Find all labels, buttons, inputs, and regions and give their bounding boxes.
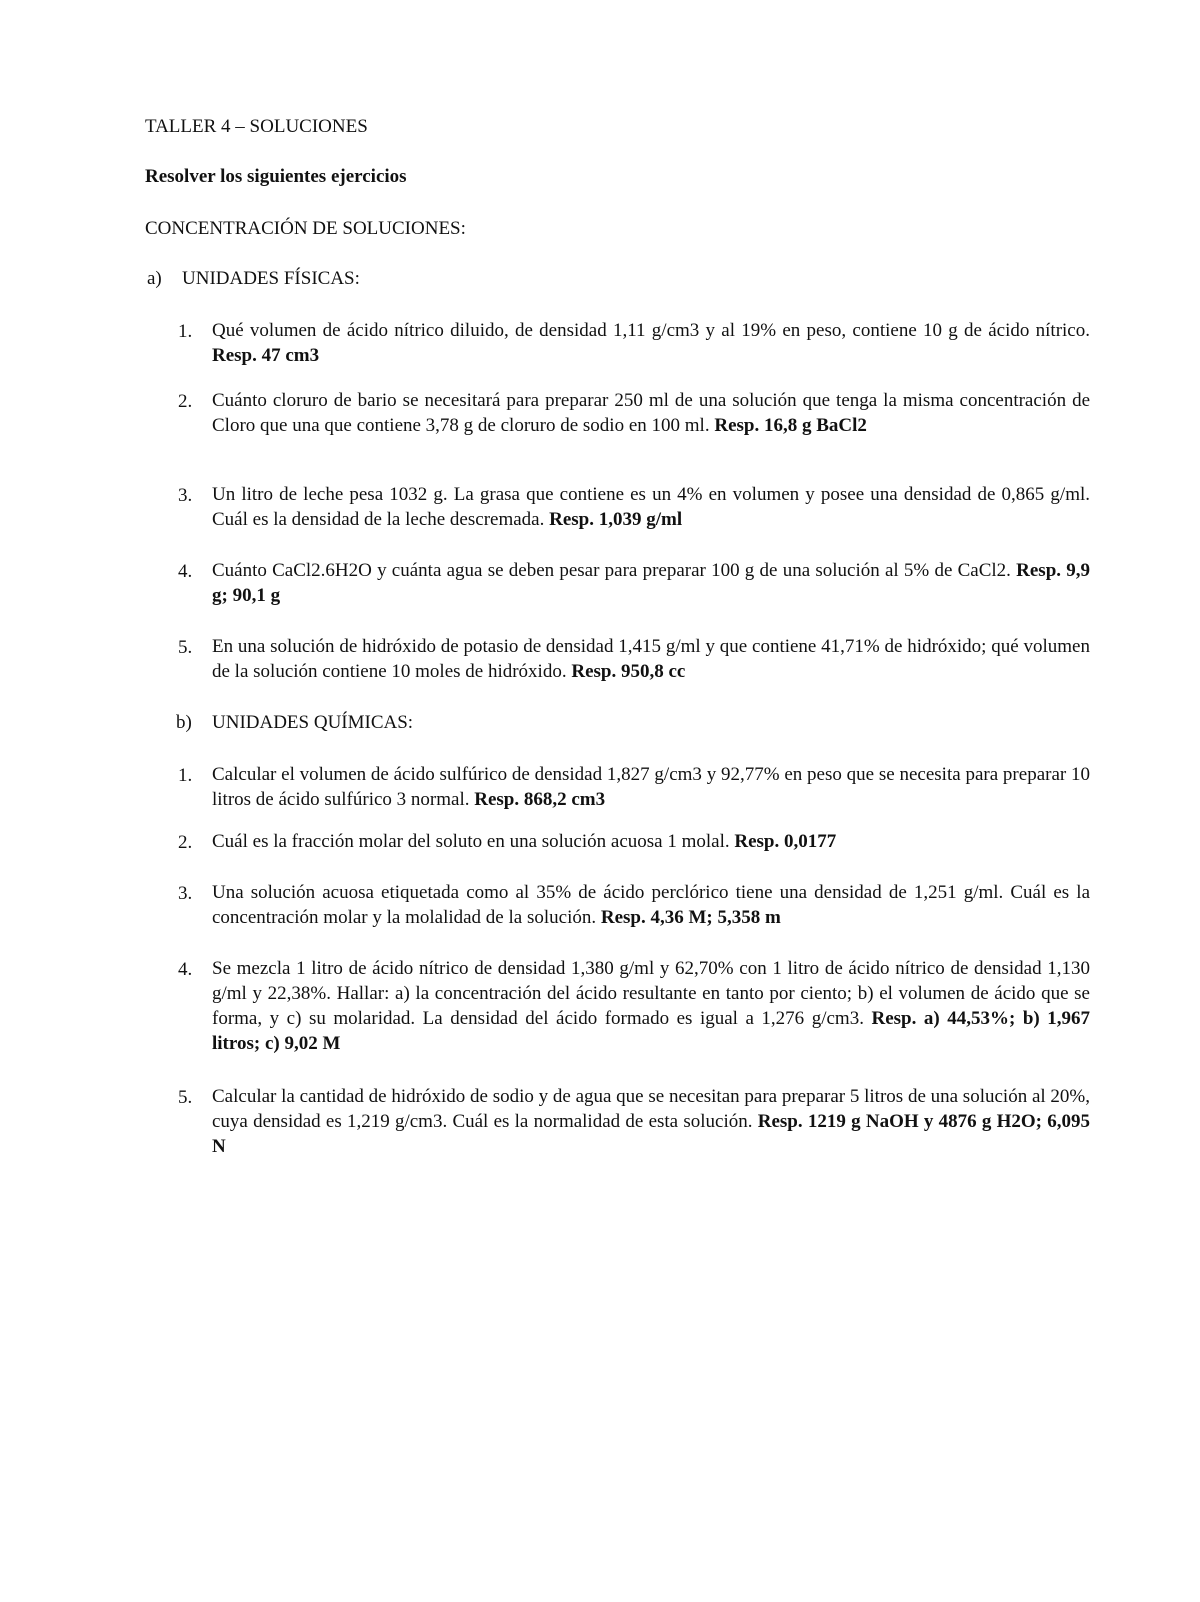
exercise-text	[212, 956, 1090, 1056]
item-number: 2.	[178, 391, 193, 412]
exercise-text	[212, 318, 1090, 368]
exercise-text	[212, 880, 1090, 930]
section-b-heading: UNIDADES QUÍMICAS:	[212, 712, 414, 733]
exercise-statement: Calcular la cantidad de hidróxido de sodio y de agua que se necesitan para preparar 5 litros de una solución al 20%, cuya densidad es 1,219 g/cm3. Cuál es la normalidad de esta solución.	[212, 1086, 1090, 1132]
section-heading: CONCENTRACIÓN DE SOLUCIONES:	[145, 218, 466, 239]
item-number: 5.	[178, 1087, 193, 1108]
exercise-statement: Un litro de leche pesa 1032 g. La grasa que contiene es un 4% en volumen y posee una densidad de 0,865 g/ml. Cuál es la densidad de la leche descremada.	[212, 484, 1090, 530]
exercise-text	[212, 829, 1090, 854]
exercise-statement: Cuánto CaCl2.6H2O y cuánta agua se deben pesar para preparar 100 g de una solución al 5% de CaCl2.	[212, 560, 1017, 581]
item-number: 4.	[178, 561, 193, 582]
exercise-text	[212, 634, 1090, 684]
exercise-text	[212, 482, 1090, 532]
exercise-answer: Resp. a) 44,53%; b) 1,967 litros; c) 9,02 M	[212, 1008, 1091, 1054]
section-b-marker: b)	[176, 712, 192, 733]
exercise-text	[212, 762, 1090, 812]
exercise-answer: Resp. 47 cm3	[212, 345, 320, 366]
exercise-answer: Resp. 868,2 cm3	[474, 789, 606, 810]
exercise-statement: Qué volumen de ácido nítrico diluido, de densidad 1,11 g/cm3 y al 19% en peso, contiene 10 g de ácido nítrico.	[212, 320, 1090, 341]
exercise-statement: Una solución acuosa etiquetada como al 35% de ácido perclórico tiene una densidad de 1,251 g/ml. Cuál es la concentración molar y la molalidad de la solución.	[212, 882, 1090, 928]
section-a-marker: a)	[147, 268, 162, 289]
exercise-answer: Resp. 16,8 g BaCl2	[714, 415, 867, 436]
exercise-statement: Cuál es la fracción molar del soluto en una solución acuosa 1 molal.	[212, 831, 735, 852]
exercise-statement: En una solución de hidróxido de potasio de densidad 1,415 g/ml y que contiene 41,71% de hidróxido; qué volumen de la solución contiene 10 moles de hidróxido.	[212, 636, 1090, 682]
exercise-statement: Se mezcla 1 litro de ácido nítrico de densidad 1,380 g/ml y 62,70% con 1 litro de ácido nítrico de densidad 1,130 g/ml y 22,38%. Hallar: a) la concentración del ácido resultante en tanto por ciento; b) el volumen de ácido que se forma, y c) su molaridad. La densidad del ácido formado es igual a 1,276 g/cm3.	[212, 958, 1090, 1029]
item-number: 4.	[178, 959, 193, 980]
exercise-answer: Resp. 1219 g NaOH y 4876 g H2O; 6,095 N	[212, 1111, 1090, 1157]
section-a-heading: UNIDADES FÍSICAS:	[182, 268, 360, 289]
exercise-statement: Cuánto cloruro de bario se necesitará para preparar 250 ml de una solución que tenga la misma concentración de Cloro que una que contiene 3,78 g de cloruro de sodio en 100 ml.	[212, 390, 1090, 436]
item-number: 3.	[178, 883, 193, 904]
exercise-answer: Resp. 1,039 g/ml	[549, 509, 683, 530]
item-number: 1.	[178, 765, 193, 786]
exercise-text	[212, 388, 1090, 438]
exercise-answer: Resp. 950,8 cc	[571, 661, 686, 682]
item-number: 2.	[178, 832, 193, 853]
item-number: 3.	[178, 485, 193, 506]
document-title: TALLER 4 – SOLUCIONES	[145, 116, 368, 137]
exercise-statement: Calcular el volumen de ácido sulfúrico de densidad 1,827 g/cm3 y 92,77% en peso que se necesita para preparar 10 litros de ácido sulfúrico 3 normal.	[212, 764, 1090, 810]
exercise-answer: Resp. 9,9 g; 90,1 g	[212, 560, 1090, 606]
exercise-text	[212, 558, 1090, 608]
instruction-text: Resolver los siguientes ejercicios	[145, 166, 407, 187]
exercise-answer: Resp. 4,36 M; 5,358 m	[600, 907, 781, 928]
exercise-answer: Resp. 0,0177	[734, 831, 837, 852]
item-number: 1.	[178, 321, 193, 342]
item-number: 5.	[178, 637, 193, 658]
exercise-text	[212, 1084, 1090, 1159]
